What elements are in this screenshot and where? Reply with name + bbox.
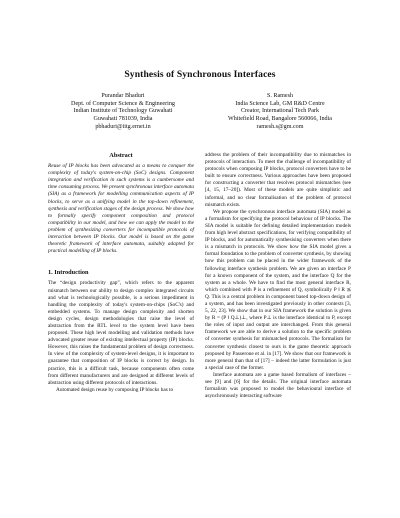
author-affiliation-line: Guwahati 781039, India [93,116,153,123]
author-email[interactable]: ramesh.s@gm.com [256,123,304,130]
author-block-1 [48,93,198,132]
author-affiliation-line: Creator, International Tech Park [240,108,320,115]
author-email[interactable]: pbhaduri@iitg.ernet.in [95,123,151,130]
body-paragraph: We propose the synchronous interface automata (SIA) model as a formalism for specifying the protocol behaviour of IP blocks. The SIA model is suitable for defining detailed implementation models from high level abstract specifications, for verifying compatibility of IP blocks, and for automatically synthesising converters when there is a mismatch in protocols. We show how the SIA model gives a formal foundation to the problem of converter synthesis, by showing how this problem can be placed in the wider framework of the following interface synthesis problem. We are given an interface P for a known component of the system, and the interface Q for the system as a whole. We have to find the most general interface R, which combined with P is a refinement of Q, symbolically P ‖ R ⪯ Q. This is a central problem in component based top-down design of a system, and has been investigated previously in other contexts [3, 5, 22, 23]. We show that in our SIA framework the solution is given by R = (P ‖ Q⊥)⊥, where P⊥ is the interface identical to P, except the roles of input and output are interchanged. From this general framework we are able to derive a solution to the specific problem of converter synthesis for mismatched protocols. The formalism for converter synthesis closest to ours is the game theoretic approach proposed by Passerone et al. in [17]. We show that our framework is more general than that of [17] – indeed the latter formulation is just a special case of the former. [205,208,351,371]
body-paragraph: Automated design reuse by composing IP blocks has to [56,386,174,393]
left-column [48,152,194,394]
abstract-heading: Abstract [109,152,133,159]
author-block-2 [200,93,360,132]
author-affiliation-line: India Science Lab, GM R&D Centre [235,100,325,107]
paper-title: Synthesis of Synchronous Interfaces [124,69,276,80]
body-paragraph: The “design productivity gap”, which refers to the apparent mismatch between our ability to design complex integrated circuits and what is technologically possible, is a serious impediment in handling the complexity of today's system-on-chips (SoC's) and embedded systems. To manage design complexity and shorten design cycles, design methodologies that raise the level of abstraction from the RTL level to the system level have been proposed. These high level modelling and validation methods have advocated greater reuse of existing intellectual property (IP) blocks. However, this raises the fundamental problem of design correctness. In view of the complexity of system-level designs, it is important to guarantee that composition of IP blocks is correct by design. In practice, this is a difficult task, because components often come from different manufacturers and are designed at different levels of abstraction using different protocols of interactions. [48,280,194,386]
author-name: S. Ramesh [266,93,294,99]
body-paragraph: address the problem of their incompatibility due to mismatches in protocols of interaction. To meet the challenge of incompatibility of protocols when composing IP blocks, protocol converters have to be built to ensure correctness. Various approaches have been proposed for constructing a converter that resolves protocol mismatches (see [4, 15, 17–20]). Most of these models are quite simplistic and informal, and no clear formalisation of the problem of protocol mismatch exists. [205,152,351,208]
author-affiliation-line: Dept. of Computer Science & Engineering [71,100,175,107]
section-heading-introduction: 1. Introduction [48,269,89,277]
author-name: Purandar Bhaduri [101,93,145,99]
author-affiliation-line: Whitefield Road, Bangalore 560066, India [228,116,332,123]
right-column [205,152,351,400]
author-affiliation-line: Indian Institute of Technology Guwahati [73,108,173,115]
abstract-text: Reuse of IP blocks has been advocated as a means to conquer the complexity of today's system-on-chip (SoC) designs. Component integration and verification in such systems is a cumbersome and time consuming process. We present synchronous interface automata (SIA) as a framework for modelling communication aspects of IP blocks, to serve as a unifying model in the top-down refinement, synthesis and verification stages of the design process. We show how to formally specify component composition and protocol compatibility in our model, and how we can apply the model to the problem of synthesizing converters for incompatible protocols of interaction between IP blocks. Our model is based on the game theoretic framework of interface automata, suitably adapted for practical modelling of IP blocks. [48,163,194,255]
body-paragraph: Interface automata are a game based formalism of interfaces – see [9] and [6] for the details. The original interface automata formalism was proposed to model the behavioural interface of asynchronously interacting software [205,371,351,400]
